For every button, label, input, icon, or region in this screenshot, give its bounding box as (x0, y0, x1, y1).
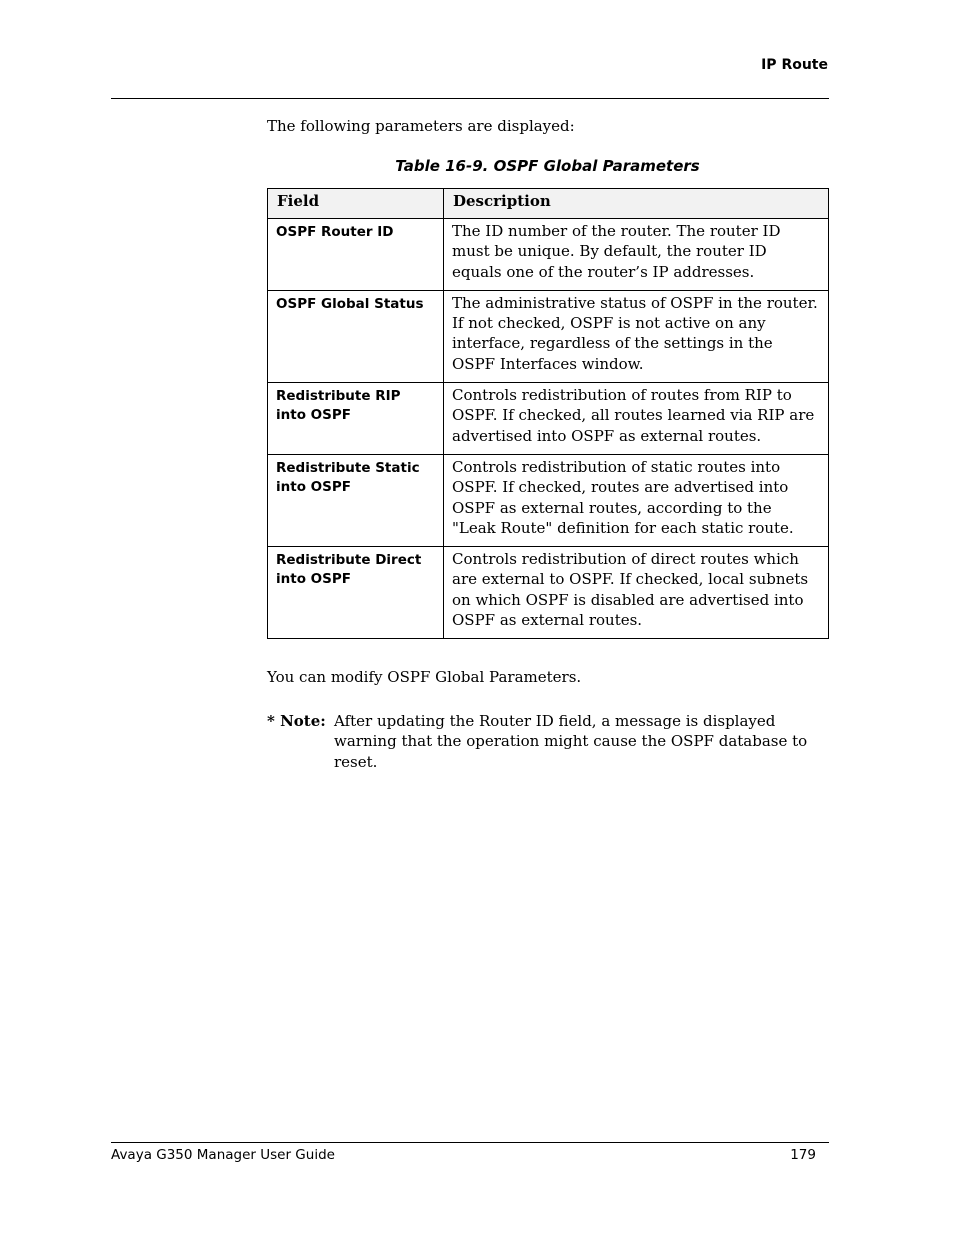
column-header-description: Description (444, 189, 829, 219)
field-name: Redistribute Direct into OSPF (268, 547, 444, 639)
section-title: IP Route (761, 57, 828, 73)
note-text: After updating the Router ID field, a message is displayed warning that the operation might cause the OSPF database to reset. (334, 712, 808, 771)
note-label: * Note: (267, 712, 326, 730)
table-row (268, 290, 829, 382)
table-row (268, 219, 829, 291)
table-row (268, 547, 829, 639)
footer-guide-title: Avaya G350 Manager User Guide (111, 1147, 335, 1163)
table-row (268, 454, 829, 546)
field-description: The administrative status of OSPF in the router. If not checked, OSPF is not active on any interface, regardless of the settings in the OSPF Interfaces window. (444, 290, 829, 382)
ospf-global-parameters-table (267, 188, 829, 639)
field-name: OSPF Global Status (268, 290, 444, 382)
table-header-row (268, 189, 829, 219)
note-block (267, 711, 812, 772)
field-name: Redistribute Static into OSPF (268, 454, 444, 546)
intro-paragraph: The following parameters are displayed: (267, 117, 575, 135)
modify-paragraph: You can modify OSPF Global Parameters. (267, 668, 582, 686)
page-number: 179 (790, 1147, 816, 1163)
field-description: Controls redistribution of direct routes which are external to OSPF. If checked, local subnets on which OSPF is disabled are advertised into OSPF as external routes. (444, 547, 829, 639)
field-description: The ID number of the router. The router ID must be unique. By default, the router ID equals one of the router’s IP addresses. (444, 219, 829, 291)
field-description: Controls redistribution of routes from RIP to OSPF. If checked, all routes learned via RIP are advertised into OSPF as external routes. (444, 383, 829, 455)
table-caption: Table 16-9. OSPF Global Parameters (395, 157, 700, 175)
header-divider (111, 98, 829, 99)
field-name: OSPF Router ID (268, 219, 444, 291)
column-header-field: Field (268, 189, 444, 219)
footer-divider (111, 1142, 829, 1143)
field-description: Controls redistribution of static routes into OSPF. If checked, routes are advertised into OSPF as external routes, according to the "Leak Route" definition for each static route. (444, 454, 829, 546)
table-row (268, 383, 829, 455)
field-name: Redistribute RIP into OSPF (268, 383, 444, 455)
